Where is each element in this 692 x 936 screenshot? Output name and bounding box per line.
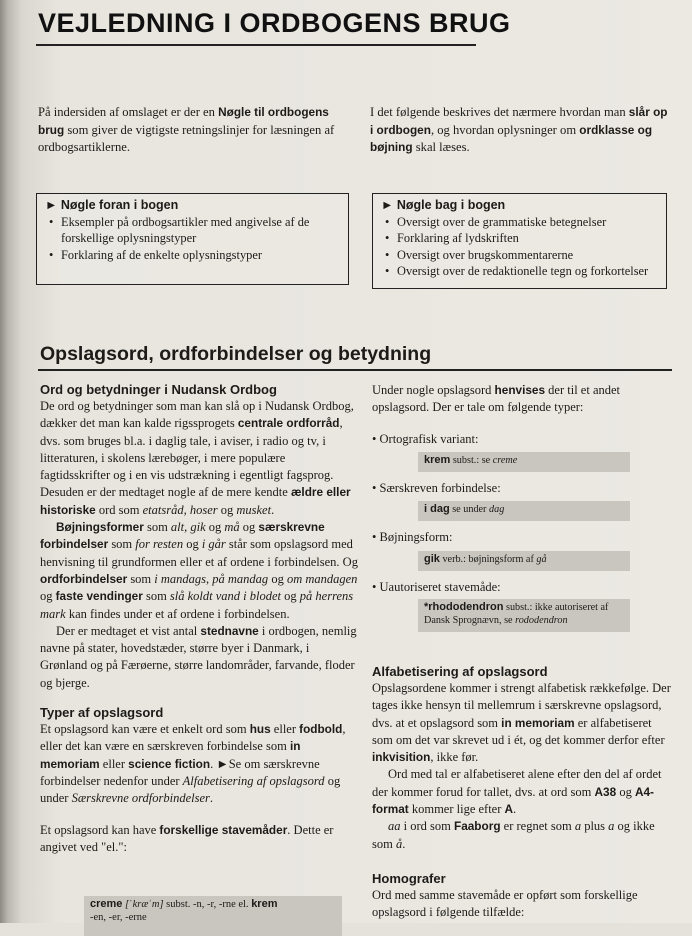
example-headword: creme <box>90 898 123 910</box>
triangle-icon: ► <box>381 198 394 212</box>
example-inflection: -en, -er, -erne <box>90 912 147 923</box>
type-label-1: • Ortografisk variant: <box>372 432 479 446</box>
list-item: • Oversigt over brugskommentarerne <box>385 247 658 263</box>
left-paragraph-1: De ord og betydninger som man kan slå op i Nudansk Ordbog, dækker det man kan kalde rigssprogets centrale ordforråd, dvs. som bruges bl.a. i daglig tale, i aviser, i radio og tv, i litteraturen, i skolens lærebøger, i mere populære fagtidsskrifter og i en vis udstrækning i egentligt fagsprog. Desuden er der medtaget nogle af de mere kendte ældre eller historiske ord som etatsråd, hoser og musket. <box>40 399 354 517</box>
type-example-3: gik verb.: bøjningsform af gå <box>418 551 630 571</box>
right-paragraph-4: aa i ord som Faaborg er regnet som a plus a og ikke som å. <box>372 819 655 851</box>
type-label-3: • Bøjningsform: <box>372 530 453 544</box>
box-key-back <box>372 193 667 289</box>
type-example-4: *rhododendron subst.: ikke autoriseret af Dansk Sprognævn, se rododendron <box>418 599 630 632</box>
intro-right-text-2: , og hvordan oplysninger om <box>430 122 580 137</box>
box-front-list <box>45 214 340 263</box>
right-column-lower <box>372 664 672 922</box>
triangle-icon: ► <box>45 198 58 212</box>
left-heading-1: Ord og betydninger i Nudansk Ordbog <box>40 382 277 397</box>
intro-left-text-1: På indersiden af omslaget er der en <box>38 105 219 119</box>
type-label-2: • Særskreven forbindelse: <box>372 481 501 495</box>
right-paragraph-3: Ord med tal er alfabetiseret alene efter den del af ordet der kommer forud for tallet, dvs. at ord som A38 og A4-format kommer lige efter A. <box>372 767 662 817</box>
section-title: Opslagsord, ordforbindelser og betydning <box>40 343 432 365</box>
box-key-front <box>36 193 349 285</box>
left-paragraph-4: Et opslagsord kan være et enkelt ord som hus eller fodbold, eller det kan være en særskreven forbindelse som in memoriam eller science fiction. ►Se om særskrevne forbindelser nedenfor under Alfabetisering af opslagsord og under Særskrevne ordforbindelser. <box>40 722 346 806</box>
intro-right <box>370 104 670 157</box>
intro-left <box>38 104 356 157</box>
list-item: • Eksempler på ordbogsartikler med angivelse af de forskellige oplysningstyper <box>49 214 340 247</box>
intro-right-bold-2: ordklasse og bøjning <box>370 122 653 155</box>
list-item: • Oversigt over de redaktionelle tegn og forkortelser <box>385 263 658 279</box>
list-item: • Oversigt over de grammatiske betegnelser <box>385 214 658 230</box>
type-example-1: krem subst.: se creme <box>418 452 630 472</box>
section-rule <box>38 369 672 371</box>
intro-right-text-3: skal læses. <box>412 140 470 155</box>
page-title: VEJLEDNING I ORDBOGENS BRUG <box>38 8 511 38</box>
type-label-4: • Uautoriseret stavemåde: <box>372 580 501 594</box>
title-rule <box>36 44 476 46</box>
example-pronunciation: [ˈkræˈm] <box>125 899 164 910</box>
box-front-title: Nøgle foran i bogen <box>60 198 179 212</box>
type-example-2: i dag se under dag <box>418 501 630 521</box>
intro-left-text-2: som giver de vigtigste retningslinjer for læsningen af ordbogsartiklerne. <box>38 122 335 155</box>
left-paragraph-5: Et opslagsord kan have forskellige stavemåder. Dette er angivet ved "el.": <box>40 822 334 854</box>
intro-right-bold-1: slår op i ordbogen <box>370 105 668 137</box>
intro-left-bold: Nøgle til ordbogens brug <box>38 105 329 137</box>
right-heading-1: Alfabetisering af opslagsord <box>372 664 548 679</box>
left-paragraph-3: Der er medtaget et vist antal stednavne i ordbogen, nemlig navne på stater, hovedstæder, større byer i Danmark, i Grønland og på Færøerne, større landområder, farvande, floder og bjerge. <box>40 623 357 690</box>
list-item: • Forklaring af lydskriften <box>385 230 658 246</box>
left-heading-2: Typer af opslagsord <box>40 705 164 721</box>
left-paragraph-2: Bøjningsformer som alt, gik og må og særskrevne forbindelser som for resten og i går står som opslagsord med henvisning til grundformen eller et af ordene i forbindelsen. Og ordforbindelser som i mandags, på mandag og om mandagen og faste vendinger som slå koldt vand i blodet og på herrens mark kan findes under et af ordene i forbindelsen. <box>40 520 358 621</box>
right-paragraph-2: Opslagsordene kommer i strengt alfabetisk rækkefølge. Der tages ikke hensyn til mellemrum i særskrevne opslagsord, dvs. at et opslagsord som in memoriam er alfabetiseret som om det var skrevet ud i ét, og det kommer derfor efter inkvisition, ikke før. <box>372 681 671 765</box>
list-item: • Forklaring af de enkelte oplysningstyper <box>49 247 340 263</box>
example-grammar: subst. -n, -r, -rne el. <box>163 899 252 910</box>
box-back-title: Nøgle bag i bogen <box>396 198 506 212</box>
left-column <box>40 382 358 856</box>
example-entry-creme <box>84 896 342 936</box>
right-paragraph-5: Ord med samme stavemåde er opført som forskellige opslagsord i følgende tilfælde: <box>372 887 638 920</box>
box-back-list <box>381 214 658 280</box>
example-headword-2: krem <box>251 898 278 910</box>
right-paragraph-1: Under nogle opslagsord henvises der til et andet opslagsord. Der er tale om følgende typer: <box>372 383 621 415</box>
intro-right-text-1: I det følgende beskrives det nærmere hvordan man <box>370 105 629 119</box>
right-heading-2: Homografer <box>372 870 446 886</box>
right-column <box>372 382 672 417</box>
